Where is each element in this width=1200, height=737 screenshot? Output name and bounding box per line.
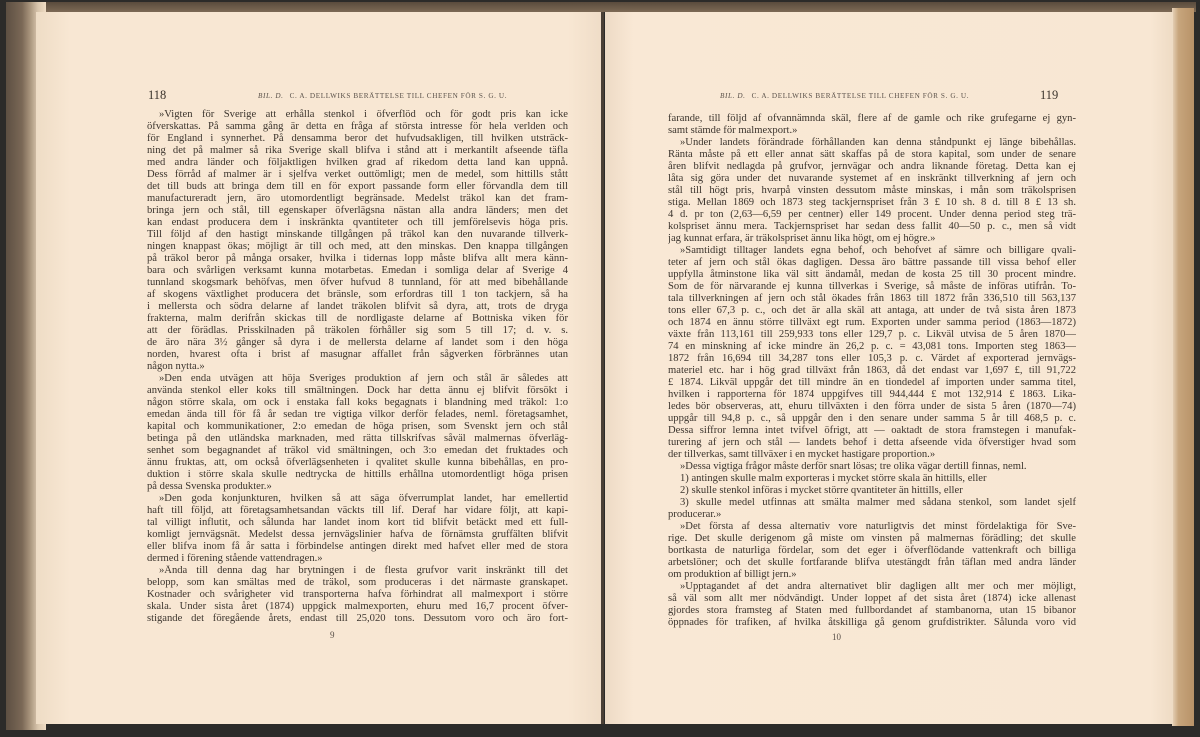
book-cover-top-edge xyxy=(6,2,1196,12)
text-line: bortkasta de naturliga fördelar, som det eger i öfverflödande vattenkraft och billiga xyxy=(668,545,1076,556)
text-line: materiel etc. har i hög grad tillväxt från 1863, då det endast var 1,697 £, till 91,722 xyxy=(668,365,1076,376)
signature-mark: 10 xyxy=(832,632,841,642)
text-line: i mellersta och södra delarne af landet träkolen blifvit så dyra, att, trots de dryga xyxy=(147,301,568,312)
text-line: Dess förråd af malmer är i sjelfva verket outtömligt; men de medel, som hittills stått xyxy=(147,169,568,180)
paragraph xyxy=(668,137,1076,245)
text-line: uppfylla åtminstone lika väl sitt ändamål, medan de kosta 25 till 30 procent mindre. xyxy=(668,269,1076,280)
text-line: haft till följd, att företagsamhetsandan väckts till lif. Deraf har vidare följt, att kapi- xyxy=(147,505,568,516)
running-head-prefix: BIL. D. xyxy=(720,92,746,100)
text-line: dermed i förening stående vattendragen.» xyxy=(147,553,323,564)
text-line: ning det på malmer så rika Sverige skall blifva i stånd att i merkantilt afseende täfla xyxy=(147,145,568,156)
left-page xyxy=(36,12,602,724)
text-line: för England i synnerhet. På densamma beror det hufvudsakligen, till hvilken utsträck- xyxy=(147,133,568,144)
paragraph xyxy=(668,461,1076,473)
running-head xyxy=(720,92,969,100)
text-line: stiga. Mellan 1869 och 1873 steg tackjernspriset från 3 £ 10 sh. 8 d. till 8 £ 13 sh. xyxy=(668,197,1076,208)
text-line: kan endast producera dem i inskränkta qvantiteter och till jemförelsevis höga pris. xyxy=(147,217,568,228)
book-gutter xyxy=(601,12,604,724)
text-line: der tillverkas, samt tillväxer i en mycket hastigare proportion.» xyxy=(668,449,936,460)
text-line: teter af jern och stål ökas dagligen. Dessa äro bättre passande till vissa behof eller xyxy=(668,257,1076,268)
text-line: någon nytta.» xyxy=(147,361,205,372)
text-line: tunnland skogsmark behöfvas, men öfver hufvud 8 tunnland, för att med bibehållande xyxy=(147,277,568,288)
text-line: med andra länder och följaktligen hvilken grad af rikedom detta land kan uppnå. xyxy=(147,157,568,168)
text-line: ningen knappast ökas; möjligt är till och med, att den minskas. Den knappa tillgången xyxy=(147,241,568,252)
text-line: norden, hvarest ofta i brist af masugnar affallet från sågverken förbrännes utan xyxy=(147,349,568,360)
page-number: 118 xyxy=(148,88,167,102)
text-line: senhet som begagnandet af träkol vid smältningen, och 3:o emedan det fruktades och xyxy=(147,445,568,456)
text-line: frakterna, malm derifrån skickas till de nordligaste delarne af Bottniska viken för xyxy=(147,313,568,324)
text-line: tons eller 67,3 p. c., och det är alla skäl att antaga, att under de två sista åren 1873 xyxy=(668,305,1076,316)
text-line: »Samtidigt tilltager landets egna behof, och behofvet af sämre och billigare qvali- xyxy=(680,245,1076,256)
text-line: Dessa siffror lemna intet tvifvel öfrigt, att — oaktadt de stora framstegen i manufak- xyxy=(668,425,1076,436)
text-line: 3) skulle medel utfinnas att smälta malmer med sådana stenkol, som landet sjelf xyxy=(680,497,1076,508)
text-line: Ränta måste på ett eller annat sätt skaffas på de stora kapital, som under de senare xyxy=(668,149,1076,160)
text-line: kolspriset ännu mera. Tackjernspriset har sedan dess fallit 40—50 p. c., men så vidt xyxy=(668,221,1076,232)
text-line: eller blifva inom få år satta i förbindelse antingen direkt med hafvet eller med de stora xyxy=(147,541,568,552)
text-line: samt stämde för malmexport.» xyxy=(668,125,798,136)
right-page-header xyxy=(668,88,1078,104)
paragraph xyxy=(668,113,1076,137)
text-line: bringa jern och stål, till egenskaper öfverlägsna nästan alla andra länders; men det xyxy=(147,205,568,216)
paragraph xyxy=(668,497,1076,521)
text-line: »Vigten för Sverige att erhålla stenkol i öfverflöd och för godt pris kan icke xyxy=(159,109,568,120)
running-head-title: C. A. DELLWIKS BERÄTTELSE TILL CHEFEN FÖR S. G. U. xyxy=(289,92,508,100)
text-line: 74 en minskning af icke mindre än 26,2 p. c. = 43,081 tons. Importen steg 1863— xyxy=(668,341,1076,352)
signature-mark: 9 xyxy=(330,630,335,640)
text-line: skala. Under sista året (1874) uppgick malmexporten, ehuru med 16,7 procent öfver- xyxy=(147,601,568,612)
text-line: på dessa Svenska produkter.» xyxy=(147,481,272,492)
text-line: manufactureradt jern, äro utomordentligt begränsade. Medelst träkol kan det fram- xyxy=(147,193,568,204)
text-line: »Den enda utvägen att höja Sveriges produktion af jern och stål är således att xyxy=(159,373,568,384)
text-line: duktion i större skala skulle nedtrycka de hittills erhållna utomordentligt höga prisen xyxy=(147,469,568,480)
paragraph xyxy=(147,493,568,565)
right-page-body xyxy=(668,113,1076,629)
text-line: öfverskattas. På samma gång är detta en fråga af största intresse för hela verlden och xyxy=(147,121,568,132)
text-line: det till buds att bringa dem till en för export passande form eller förvandla dem till xyxy=(147,181,568,192)
text-line: använda stenkol eller koks till smältningen. Dock har detta ännu ej blifvit försökt i xyxy=(147,385,568,396)
text-line: producerar.» xyxy=(668,509,722,520)
left-page-body xyxy=(147,109,568,625)
paragraph xyxy=(668,521,1076,581)
text-line: hvilken i rapporterna för 1874 uppgifves till 944,444 £ mot 132,914 £ 1863. Lika- xyxy=(668,389,1076,400)
text-line: af skogens växtlighet producera det bränsle, som erfordras till 1 ton tackjern, så ha xyxy=(147,289,568,300)
text-line: Till följd af den hastigt minskande tillgången på träkol kan den nuvarande tillverk- xyxy=(147,229,568,240)
text-line: betinga på den utländska marknaden, med rätta tillskrifvas såväl malmernas öfverläg- xyxy=(147,433,568,444)
text-line: turering af jern och stål — landets behof i detta afseende vida öfverstiger hvad som xyxy=(668,437,1076,448)
text-line: »Upptagandet af det andra alternativet blir dagligen allt mer och mer möjligt, xyxy=(680,581,1076,592)
text-line: växte från 113,161 till 259,933 tons eller 129,7 p. c. Likväl utvisa de 5 åren 1870— xyxy=(668,329,1076,340)
text-line: bara och svårligen verksamt kunna motarbetas. Emedan i somliga delar af Sverige 4 xyxy=(147,265,568,276)
book-cover-right-edge xyxy=(1172,8,1194,726)
paragraph xyxy=(668,485,1076,497)
text-line: låta sig göra under det nuvarande systemet af en inskränkt tillverkning af jern och xyxy=(668,173,1076,184)
text-line: ännu fruktas, att, om också öfverlägsenheten i qvalitet skulle kunna bibehållas, en pro- xyxy=(147,457,568,468)
text-line: »Dessa vigtiga frågor måste derför snart lösas; tre olika vägar dertill finnas, neml. xyxy=(680,461,1027,472)
text-line: »Den goda konjunkturen, hvilken så att säga öfverrumplat landet, har emellertid xyxy=(159,493,568,504)
text-line: uppgår till 94,8 p. c., så uppgår den i den senare under samma 5 år till 468,5 p. c. xyxy=(668,413,1076,424)
text-line: komligt jernvägsnät. Medelst dessa jernvägslinier hafva de förnämsta gruffälten blifvit xyxy=(147,529,568,540)
right-page xyxy=(605,12,1173,724)
text-line: arbetslöner; och det skulle fortfarande blifva utestängdt från täflan med andra länder xyxy=(668,557,1076,568)
text-line: jag kunnat erfara, är träkolspriset ännu lika högt, om ej högre.» xyxy=(668,233,936,244)
text-line: de äro nära 3½ gånger så dyra i de mellersta delarne af landet som i den höga xyxy=(147,337,568,348)
text-line: 1872 från 16,694 till 34,287 tons eller 105,3 p. c. Värdet af exporterad jernvägs- xyxy=(668,353,1076,364)
paragraph xyxy=(668,581,1076,629)
text-line: stigande det föregående årets, endast till 25,020 tons. Dessutom voro och äro fort- xyxy=(147,613,568,624)
text-line: att der förädlas. Prisskilnaden på träkolen förhåller sig som 5 till 17; d. v. s. xyxy=(147,325,568,336)
text-line: £ 1874. Likväl uppgår det till mindre än en tiondedel af importen under samma titel, xyxy=(668,377,1076,388)
text-line: tala tillverkningen af jern och stål ökades från 1863 till 1872 från 336,510 till 563,137 xyxy=(668,293,1076,304)
text-line: 1) antingen skulle malm exporteras i mycket större skala än hittills, eller xyxy=(680,473,987,484)
text-line: emedan ända till för få år sedan tre vigtiga vilkor derför felades, neml. företagsamhet, xyxy=(147,409,568,420)
text-line: om produktion af billigt jern.» xyxy=(668,569,797,580)
text-line: på träkol beror på många orsaker, hvilka i tidernas lopp måste blifva allt mera känn- xyxy=(147,253,568,264)
text-line: stål till högt pris, hvarpå vinsten dessutom måste minskas, i mån som träkolsprisen xyxy=(668,185,1076,196)
paragraph xyxy=(147,565,568,625)
paragraph xyxy=(668,245,1076,461)
text-line: öppnades för trafiken, af hvilka åtskilliga gå genom grufdistrikter. Sålunda voro vid xyxy=(668,617,1076,628)
paragraph xyxy=(147,373,568,493)
running-head xyxy=(258,92,507,100)
page-number: 119 xyxy=(1040,88,1059,102)
paragraph xyxy=(668,473,1076,485)
text-line: någon större skala, om ock i enstaka fall koks begagnats i blandning med träkol: 1:o xyxy=(147,397,568,408)
text-line: rige. Det skulle derigenom gå miste om vinsten på malmernas förädling; det skulle xyxy=(668,533,1076,544)
text-line: Som de för närvarande ej kunna tillverkas i Sverige, så måste de införas utifrån. To- xyxy=(668,281,1076,292)
running-head-title: C. A. DELLWIKS BERÄTTELSE TILL CHEFEN FÖR S. G. U. xyxy=(751,92,970,100)
text-line: gjordes stora framsteg af Staten med fullbordandet af stambanorna, utan 15 bibanor xyxy=(668,605,1076,616)
text-line: kapital och kommunikationer, 2:o emedan de höga prisen, som Svenskt jern och stål xyxy=(147,421,568,432)
text-line: åren blifvit nedlagda på grufvor, jernvägar och andra liknande företag. Detta kan ej xyxy=(668,161,1076,172)
running-head-prefix: BIL. D. xyxy=(258,92,284,100)
text-line: 2) skulle stenkol införas i mycket större qvantiteter än hittills, eller xyxy=(680,485,963,496)
text-line: »Under landets förändrade förhållanden kan denna ståndpunkt ej länge bibehållas. xyxy=(680,137,1076,148)
text-line: så väl som allt mer nödvändigt. Under loppet af det sista året (1874) icke allenast xyxy=(668,593,1076,604)
text-line: farande, till följd af ofvannämnda skäl, flere af de gamle och rike grufegarne ej gyn- xyxy=(668,113,1076,124)
text-line: 4 d. pr ton (2,63—6,59 per centner) eller 149 procent. Under denna period steg trä- xyxy=(668,209,1076,220)
text-line: »Det första af dessa alternativ vore naturligtvis det minst fördelaktiga för Sve- xyxy=(680,521,1076,532)
text-line: tal villigt influtit, och sålunda har landet inom kort tid blifvit betäckt med ett full- xyxy=(147,517,568,528)
text-line: och 1874 en ännu större tillväxt egt rum. Exporten under samma period (1863—1872) xyxy=(668,317,1076,328)
left-page-header xyxy=(148,88,568,104)
paragraph xyxy=(147,109,568,373)
text-line: Kostnader och svårigheter vid transporterna hafva förhindrat all malmexport i större xyxy=(147,589,568,600)
text-line: »Ända till denna dag har brytningen i de flesta grufvor varit inskränkt till det xyxy=(159,565,568,576)
text-line: belopp, som kan smältas med de träkol, som produceras i det närmaste granskapet. xyxy=(147,577,568,588)
text-line: ledes bör observeras, att, ehuru tillväxten i den förra under de sista 5 åren (1870—74) xyxy=(668,401,1076,412)
